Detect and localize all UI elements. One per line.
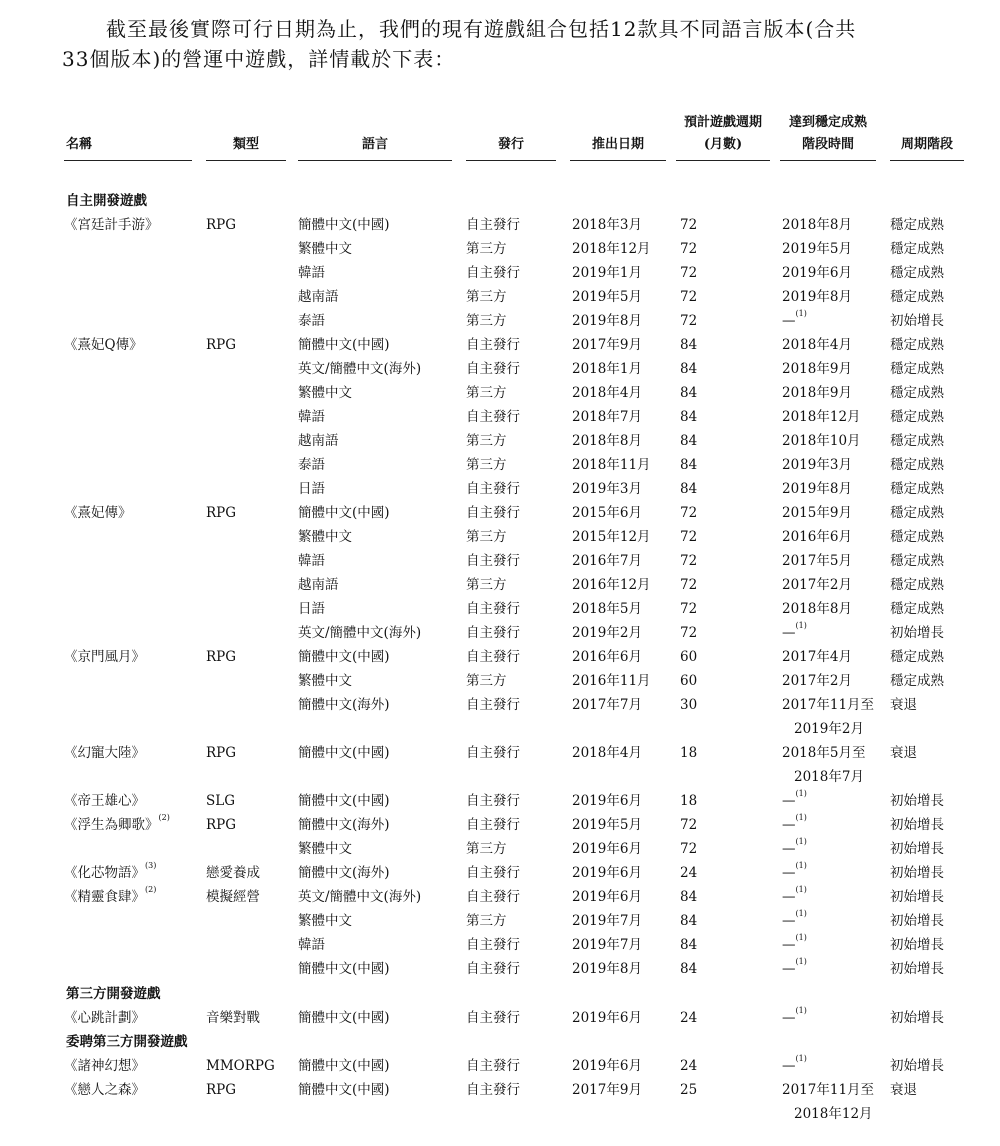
cell-stage: 初始增長 (890, 1058, 944, 1074)
footnote-marker: (3) (145, 860, 157, 870)
cell-launch-date: 2018年7月 (572, 409, 642, 425)
cell-mature: 2019年8月 (782, 289, 852, 305)
footnote-marker: (1) (795, 308, 807, 318)
header-launch-date: 推出日期 (591, 137, 644, 152)
cell-launch-date: 2019年6月 (572, 1058, 642, 1074)
cell-language: 越南語 (298, 433, 339, 449)
cell-publisher: 第三方 (466, 529, 507, 545)
cell-language: 韓語 (298, 937, 325, 953)
cell-mature: 2015年9月 (782, 505, 852, 521)
cell-cycle: 72 (680, 817, 698, 833)
cell-language: 英文/簡體中文(海外) (298, 361, 422, 377)
cell-publisher: 第三方 (466, 241, 507, 257)
cell-language: 簡體中文(中國) (298, 745, 390, 761)
cell-launch-date: 2019年6月 (572, 841, 642, 857)
cell-launch-date: 2019年6月 (572, 793, 642, 809)
cell-stage: 穩定成熟 (890, 673, 944, 689)
footnote-marker: (1) (795, 1005, 807, 1015)
cell-launch-date: 2016年7月 (572, 553, 642, 569)
cell-stage: 初始增長 (890, 313, 944, 329)
cell-stage: 初始增長 (890, 961, 944, 977)
cell-language: 簡體中文(海外) (298, 697, 390, 713)
cell-cycle: 84 (680, 913, 698, 929)
cell-mature: —$^{(1)}$ (782, 1005, 807, 1026)
cell-mature: —$^{(1)}$ (782, 860, 807, 881)
cell-mature: 2018年8月 (782, 217, 852, 233)
cell-stage: 初始增長 (890, 913, 944, 929)
cell-publisher: 自主發行 (466, 1082, 520, 1098)
cell-cycle: 24 (680, 1058, 698, 1074)
cell-cycle: 30 (680, 697, 698, 713)
footnote-marker: (2) (145, 884, 157, 894)
cell-publisher: 第三方 (466, 913, 507, 929)
cell-launch-date: 2016年11月 (572, 673, 651, 689)
header-rule-stage (890, 160, 964, 161)
cell-stage: 初始增長 (890, 889, 944, 905)
cell-mature: 2019年6月 (782, 265, 852, 281)
cell-stage: 穩定成熟 (890, 649, 944, 665)
cell-publisher: 自主發行 (466, 961, 520, 977)
cell-cycle: 84 (680, 361, 698, 377)
cell-language: 簡體中文(中國) (298, 793, 390, 809)
cell-launch-date: 2019年5月 (572, 817, 642, 833)
cell-stage: 初始增長 (890, 817, 944, 833)
cell-mature: —$^{(1)}$ (782, 620, 807, 641)
cell-stage: 穩定成熟 (890, 577, 944, 593)
cell-publisher: 第三方 (466, 673, 507, 689)
cell-publisher: 自主發行 (466, 409, 520, 425)
cell-cycle: 72 (680, 505, 698, 521)
header-mature (780, 112, 876, 156)
cell-publisher: 自主發行 (466, 937, 520, 953)
cell-mature: 2016年6月 (782, 529, 852, 545)
cell-launch-date: 2015年6月 (572, 505, 642, 521)
cell-language: 韓語 (298, 409, 325, 425)
header-publisher: 發行 (497, 137, 524, 152)
cell-mature: 2018年8月 (782, 601, 852, 617)
cell-mature: 2018年12月 (782, 409, 861, 425)
header-language: 語言 (361, 137, 388, 152)
cell-name: 《浮生為卿歌》$^{(2)}$ (64, 812, 170, 833)
footnote-marker: (1) (795, 908, 807, 918)
cell-mature: —$^{(1)}$ (782, 836, 807, 857)
cell-stage: 穩定成熟 (890, 265, 944, 281)
cell-stage: 初始增長 (890, 841, 944, 857)
cell-stage: 穩定成熟 (890, 241, 944, 257)
cell-language: 簡體中文(中國) (298, 337, 390, 353)
header-mature-line-2: 階段時間 (801, 137, 854, 152)
cell-launch-date: 2019年7月 (572, 937, 642, 953)
cell-name: 《宮廷計手游》 (64, 217, 159, 233)
cell-stage: 衰退 (890, 1082, 917, 1098)
cell-mature: —$^{(1)}$ (782, 908, 807, 929)
cell-language: 韓語 (298, 265, 325, 281)
cell-stage: 初始增長 (890, 937, 944, 953)
cell-language: 繁體中文 (298, 529, 352, 545)
cell-publisher: 第三方 (466, 289, 507, 305)
cell-type: SLG (206, 793, 235, 809)
cell-cycle: 24 (680, 1010, 698, 1026)
cell-cycle: 72 (680, 553, 698, 569)
cell-language: 英文/簡體中文(海外) (298, 889, 422, 905)
header-stage: 周期階段 (900, 137, 953, 152)
cell-language: 泰語 (298, 457, 325, 473)
cell-language: 繁體中文 (298, 673, 352, 689)
cell-type: 戀愛養成 (206, 865, 260, 881)
cell-cycle: 84 (680, 337, 698, 353)
footnote-marker: (2) (158, 812, 170, 822)
header-rule-name (64, 160, 192, 161)
cell-launch-date: 2017年9月 (572, 337, 642, 353)
cell-launch-date: 2018年8月 (572, 433, 642, 449)
cell-publisher: 自主發行 (466, 505, 520, 521)
cell-name: 《幻寵大陸》 (64, 745, 145, 761)
cell-publisher: 自主發行 (466, 745, 520, 761)
cell-launch-date: 2019年2月 (572, 625, 642, 641)
cell-name: 《諸神幻想》 (64, 1058, 145, 1074)
cell-publisher: 自主發行 (466, 481, 520, 497)
header-rule-mature (780, 160, 876, 161)
cell-language: 簡體中文(中國) (298, 961, 390, 977)
header-rule-type (206, 160, 286, 161)
cell-cycle: 60 (680, 649, 698, 665)
cell-mature: 2018年4月 (782, 337, 852, 353)
cell-type: RPG (206, 745, 237, 761)
cell-cycle: 84 (680, 961, 698, 977)
cell-launch-date: 2015年12月 (572, 529, 651, 545)
cell-cycle: 72 (680, 289, 698, 305)
cell-mature: 2018年9月 (782, 361, 852, 377)
cell-stage: 初始增長 (890, 793, 944, 809)
cell-language: 簡體中文(中國) (298, 1058, 390, 1074)
cell-publisher: 第三方 (466, 577, 507, 593)
footnote-marker: (1) (795, 836, 807, 846)
cell-mature: 2018年9月 (782, 385, 852, 401)
cell-stage: 衰退 (890, 697, 917, 713)
cell-language: 繁體中文 (298, 841, 352, 857)
cell-mature: 2018年5月至 (782, 745, 866, 761)
cell-publisher: 自主發行 (466, 265, 520, 281)
cell-launch-date: 2018年4月 (572, 385, 642, 401)
cell-language: 英文/簡體中文(海外) (298, 625, 422, 641)
cell-launch-date: 2019年1月 (572, 265, 642, 281)
cell-cycle: 72 (680, 601, 698, 617)
cell-name: 《帝王雄心》 (64, 793, 145, 809)
cell-cycle: 72 (680, 577, 698, 593)
cell-language: 繁體中文 (298, 241, 352, 257)
cell-launch-date: 2016年12月 (572, 577, 651, 593)
cell-launch-date: 2019年6月 (572, 1010, 642, 1026)
cell-launch-date: 2019年3月 (572, 481, 642, 497)
footnote-marker: (1) (795, 860, 807, 870)
cell-launch-date: 2019年8月 (572, 961, 642, 977)
cell-cycle: 72 (680, 529, 698, 545)
footnote-marker: (1) (795, 1053, 807, 1063)
cell-cycle: 84 (680, 937, 698, 953)
cell-language: 簡體中文(中國) (298, 1010, 390, 1026)
cell-cycle: 84 (680, 481, 698, 497)
cell-launch-date: 2018年12月 (572, 241, 651, 257)
cell-mature: —$^{(1)}$ (782, 1053, 807, 1074)
cell-mature: 2019年3月 (782, 457, 852, 473)
cell-launch-date: 2019年5月 (572, 289, 642, 305)
cell-mature: 2017年2月 (782, 673, 852, 689)
cell-cycle: 84 (680, 409, 698, 425)
cell-launch-date: 2017年7月 (572, 697, 642, 713)
cell-publisher: 自主發行 (466, 553, 520, 569)
cell-mature: —$^{(1)}$ (782, 932, 807, 953)
cell-type: RPG (206, 337, 237, 353)
cell-launch-date: 2018年4月 (572, 745, 642, 761)
cell-stage: 穩定成熟 (890, 505, 944, 521)
cell-cycle: 72 (680, 217, 698, 233)
cell-mature: 2017年11月至 (782, 1082, 875, 1098)
cell-cycle: 18 (680, 745, 698, 761)
cell-cycle: 84 (680, 889, 698, 905)
cell-publisher: 第三方 (466, 457, 507, 473)
cell-name: 《熹妃傳》 (64, 505, 132, 521)
cell-publisher: 第三方 (466, 385, 507, 401)
cell-mature: —$^{(1)}$ (782, 308, 807, 329)
footnote-marker: (1) (795, 620, 807, 630)
intro-paragraph (62, 14, 982, 74)
cell-mature: —$^{(1)}$ (782, 812, 807, 833)
cell-stage: 初始增長 (890, 625, 944, 641)
intro-line-2: 33個版本)的營運中遊戲，詳情載於下表： (62, 47, 456, 71)
cell-launch-date: 2019年8月 (572, 313, 642, 329)
cell-language: 簡體中文(中國) (298, 505, 390, 521)
cell-language: 泰語 (298, 313, 325, 329)
cell-launch-date: 2019年7月 (572, 913, 642, 929)
cell-name: 《戀人之森》 (64, 1082, 145, 1098)
cell-language: 繁體中文 (298, 913, 352, 929)
cell-language: 日語 (298, 601, 325, 617)
cell-language: 簡體中文(海外) (298, 817, 390, 833)
cell-launch-date: 2018年5月 (572, 601, 642, 617)
cell-launch-date: 2019年6月 (572, 889, 642, 905)
cell-stage: 穩定成熟 (890, 457, 944, 473)
cell-cycle: 25 (680, 1082, 698, 1098)
cell-type: RPG (206, 217, 237, 233)
cell-publisher: 自主發行 (466, 625, 520, 641)
cell-publisher: 自主發行 (466, 817, 520, 833)
cell-publisher: 第三方 (466, 313, 507, 329)
cell-cycle: 24 (680, 865, 698, 881)
footnote-marker: (1) (795, 788, 807, 798)
header-cycle (676, 112, 770, 156)
cell-cycle: 18 (680, 793, 698, 809)
header-type: 類型 (232, 137, 259, 152)
cell-language: 繁體中文 (298, 385, 352, 401)
cell-stage: 穩定成熟 (890, 361, 944, 377)
cell-mature: 2019年5月 (782, 241, 852, 257)
cell-mature: 2018年10月 (782, 433, 861, 449)
cell-name: 《熹妃Q傳》 (64, 337, 143, 353)
cell-stage: 穩定成熟 (890, 553, 944, 569)
cell-language: 簡體中文(中國) (298, 217, 390, 233)
cell-stage: 衰退 (890, 745, 917, 761)
cell-publisher: 自主發行 (466, 889, 520, 905)
cell-publisher: 自主發行 (466, 1010, 520, 1026)
footnote-marker: (1) (795, 932, 807, 942)
cell-language: 簡體中文(海外) (298, 865, 390, 881)
cell-launch-date: 2016年6月 (572, 649, 642, 665)
cell-launch-date: 2018年11月 (572, 457, 651, 473)
section-commissioned: 委聘第三方開發遊戲 (66, 1034, 188, 1050)
cell-launch-date: 2019年6月 (572, 865, 642, 881)
cell-name: 《化芯物語》$^{(3)}$ (64, 860, 157, 881)
cell-type: RPG (206, 1082, 237, 1098)
section-self-developed: 自主開發遊戲 (66, 193, 147, 209)
cell-name: 《心跳計劃》 (64, 1010, 145, 1026)
footnote-marker: (1) (795, 884, 807, 894)
cell-publisher: 自主發行 (466, 601, 520, 617)
cell-stage: 穩定成熟 (890, 385, 944, 401)
cell-publisher: 自主發行 (466, 649, 520, 665)
cell-stage: 穩定成熟 (890, 337, 944, 353)
cell-cycle: 60 (680, 673, 698, 689)
cell-mature: 2017年5月 (782, 553, 852, 569)
header-rule-language (298, 160, 452, 161)
cell-stage: 穩定成熟 (890, 433, 944, 449)
cell-mature: 2019年8月 (782, 481, 852, 497)
cell-publisher: 自主發行 (466, 1058, 520, 1074)
cell-publisher: 第三方 (466, 433, 507, 449)
header-cycle-line-2: (月數) (703, 137, 743, 152)
cell-cycle: 72 (680, 313, 698, 329)
cell-language: 日語 (298, 481, 325, 497)
cell-publisher: 自主發行 (466, 361, 520, 377)
cell-type: RPG (206, 817, 237, 833)
cell-language: 韓語 (298, 553, 325, 569)
header-mature-line-1: 達到穩定成熟 (788, 115, 867, 130)
cell-stage: 穩定成熟 (890, 217, 944, 233)
cell-language: 越南語 (298, 289, 339, 305)
cell-cycle: 72 (680, 241, 698, 257)
cell-publisher: 自主發行 (466, 217, 520, 233)
footnote-marker: (1) (795, 956, 807, 966)
cell-stage: 穩定成熟 (890, 529, 944, 545)
cell-type: 音樂對戰 (206, 1010, 260, 1026)
cell-publisher: 自主發行 (466, 337, 520, 353)
cell-mature: —$^{(1)}$ (782, 788, 807, 809)
cell-stage: 穩定成熟 (890, 481, 944, 497)
cell-publisher: 第三方 (466, 841, 507, 857)
header-rule-cycle (676, 160, 770, 161)
cell-cycle: 72 (680, 265, 698, 281)
cell-type: 模擬經營 (206, 889, 260, 905)
cell-stage: 初始增長 (890, 865, 944, 881)
cell-mature: 2017年4月 (782, 649, 852, 665)
cell-type: RPG (206, 505, 237, 521)
cell-publisher: 自主發行 (466, 793, 520, 809)
cell-mature-continued: 2018年12月 (794, 1106, 873, 1122)
cell-launch-date: 2018年1月 (572, 361, 642, 377)
cell-stage: 穩定成熟 (890, 409, 944, 425)
cell-mature-continued: 2019年2月 (794, 721, 864, 737)
cell-mature: —$^{(1)}$ (782, 884, 807, 905)
cell-name: 《京門風月》 (64, 649, 145, 665)
cell-type: RPG (206, 649, 237, 665)
cell-language: 簡體中文(中國) (298, 649, 390, 665)
cell-language: 越南語 (298, 577, 339, 593)
header-rule-publisher (466, 160, 556, 161)
cell-cycle: 84 (680, 457, 698, 473)
cell-type: MMORPG (206, 1058, 275, 1074)
cell-language: 簡體中文(中國) (298, 1082, 390, 1098)
cell-mature: —$^{(1)}$ (782, 956, 807, 977)
cell-stage: 穩定成熟 (890, 601, 944, 617)
cell-cycle: 72 (680, 841, 698, 857)
intro-line-1: 截至最後實際可行日期為止，我們的現有遊戲組合包括12款具不同語言版本(合共 (106, 17, 857, 41)
footnote-marker: (1) (795, 812, 807, 822)
header-rule-launch-date (570, 160, 666, 161)
cell-mature: 2017年2月 (782, 577, 852, 593)
cell-cycle: 84 (680, 433, 698, 449)
cell-launch-date: 2018年3月 (572, 217, 642, 233)
header-cycle-line-1: 預計遊戲週期 (683, 115, 762, 130)
cell-cycle: 72 (680, 625, 698, 641)
cell-mature-continued: 2018年7月 (794, 769, 864, 785)
cell-stage: 初始增長 (890, 1010, 944, 1026)
section-third-party: 第三方開發遊戲 (66, 986, 161, 1002)
header-name: 名稱 (66, 137, 93, 152)
cell-mature: 2017年11月至 (782, 697, 875, 713)
cell-publisher: 自主發行 (466, 865, 520, 881)
cell-name: 《精靈食肆》$^{(2)}$ (64, 884, 157, 905)
cell-stage: 穩定成熟 (890, 289, 944, 305)
cell-launch-date: 2017年9月 (572, 1082, 642, 1098)
cell-cycle: 84 (680, 385, 698, 401)
cell-publisher: 自主發行 (466, 697, 520, 713)
